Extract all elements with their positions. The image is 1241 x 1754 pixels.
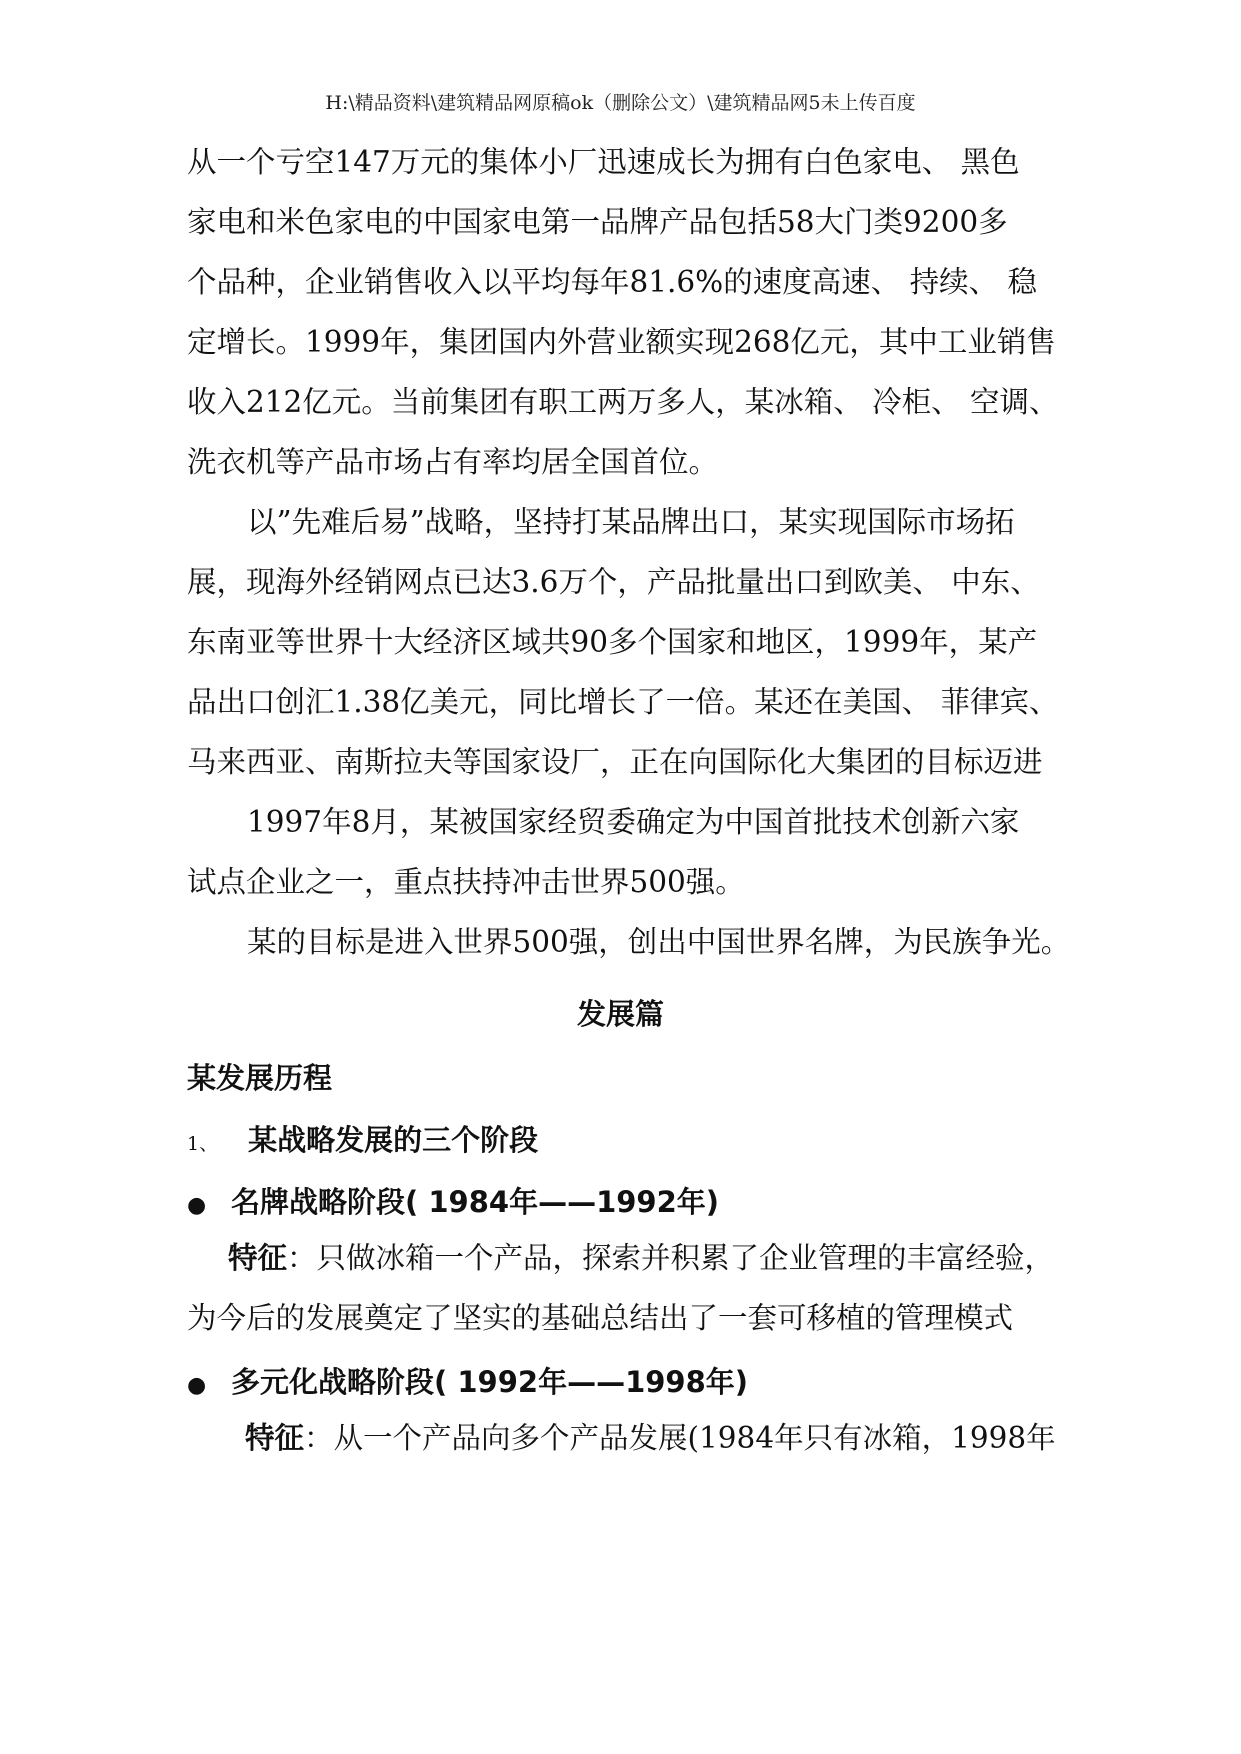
stage-title: 名牌战略阶段( 1984年——1992年) xyxy=(231,1185,720,1219)
paragraph-line: 家电和米色家电的中国家电第一品牌产品包括58大门类9200多 xyxy=(187,205,1008,239)
stage-title-row xyxy=(187,1360,748,1401)
paragraph-line: 展，现海外经销网点已达3.6万个，产品批量出口到欧美、 中东、 xyxy=(187,565,1040,599)
stage-title-row xyxy=(187,1180,719,1221)
paragraph-line: 以”先难后易”战略，坚持打某品牌出口，某实现国际市场拓 xyxy=(247,505,1015,539)
feature-text: ：从一个产品向多个产品发展(1984年只有冰箱，1998年 xyxy=(304,1421,1056,1455)
subsection-title: 某发展历程 xyxy=(187,1061,333,1095)
numbered-heading xyxy=(187,1118,538,1159)
feature-label: 特征 xyxy=(228,1241,288,1275)
paragraph-line: 收入212亿元。当前集团有职工两万多人，某冰箱、 冷柜、 空调、 xyxy=(187,385,1059,419)
paragraph-line: 东南亚等世界十大经济区域共90多个国家和地区，1999年，某产 xyxy=(187,625,1038,659)
paragraph-line: 个品种，企业销售收入以平均每年81.6%的速度高速、 持续、 稳 xyxy=(187,265,1037,299)
feature-line xyxy=(228,1238,1054,1278)
paragraph-line: 从一个亏空147万元的集体小厂迅速成长为拥有白色家电、 黑色 xyxy=(187,145,1020,179)
paragraph-line: 洗衣机等产品市场占有率均居全国首位。 xyxy=(187,445,719,479)
heading-text: 某战略发展的三个阶段 xyxy=(248,1123,539,1157)
feature-label: 特征 xyxy=(245,1421,305,1455)
feature-text: ：只做冰箱一个产品，探索并积累了企业管理的丰富经验， xyxy=(287,1241,1055,1275)
feature-line xyxy=(245,1418,1056,1458)
paragraph-line: 品出口创汇1.38亿美元，同比增长了一倍。某还在美国、 菲律宾、 xyxy=(187,685,1059,719)
heading-number: 1、 xyxy=(187,1133,219,1155)
paragraph-line: 试点企业之一，重点扶持冲击世界500强。 xyxy=(187,865,745,899)
paragraph-line: 1997年8月，某被国家经贸委确定为中国首批技术创新六家 xyxy=(247,805,1020,839)
file-path-header: H:\精品资料\建筑精品网原稿ok（删除公文）\建筑精品网5未上传百度 xyxy=(325,92,916,114)
paragraph-line: 马来西亚、南斯拉夫等国家设厂，正在向国际化大集团的目标迈进 xyxy=(187,745,1043,779)
feature-line: 为今后的发展奠定了坚实的基础总结出了一套可移植的管理模式 xyxy=(187,1301,1014,1335)
section-title: 发展篇 xyxy=(576,997,664,1031)
bullet-icon: ● xyxy=(187,1373,207,1398)
paragraph-line: 定增长。1999年，集团国内外营业额实现268亿元，其中工业销售 xyxy=(187,325,1056,359)
paragraph-line: 某的目标是进入世界500强，创出中国世界名牌，为民族争光。 xyxy=(247,925,1071,959)
bullet-icon: ● xyxy=(187,1193,207,1218)
stage-title: 多元化战略阶段( 1992年——1998年) xyxy=(231,1365,749,1399)
